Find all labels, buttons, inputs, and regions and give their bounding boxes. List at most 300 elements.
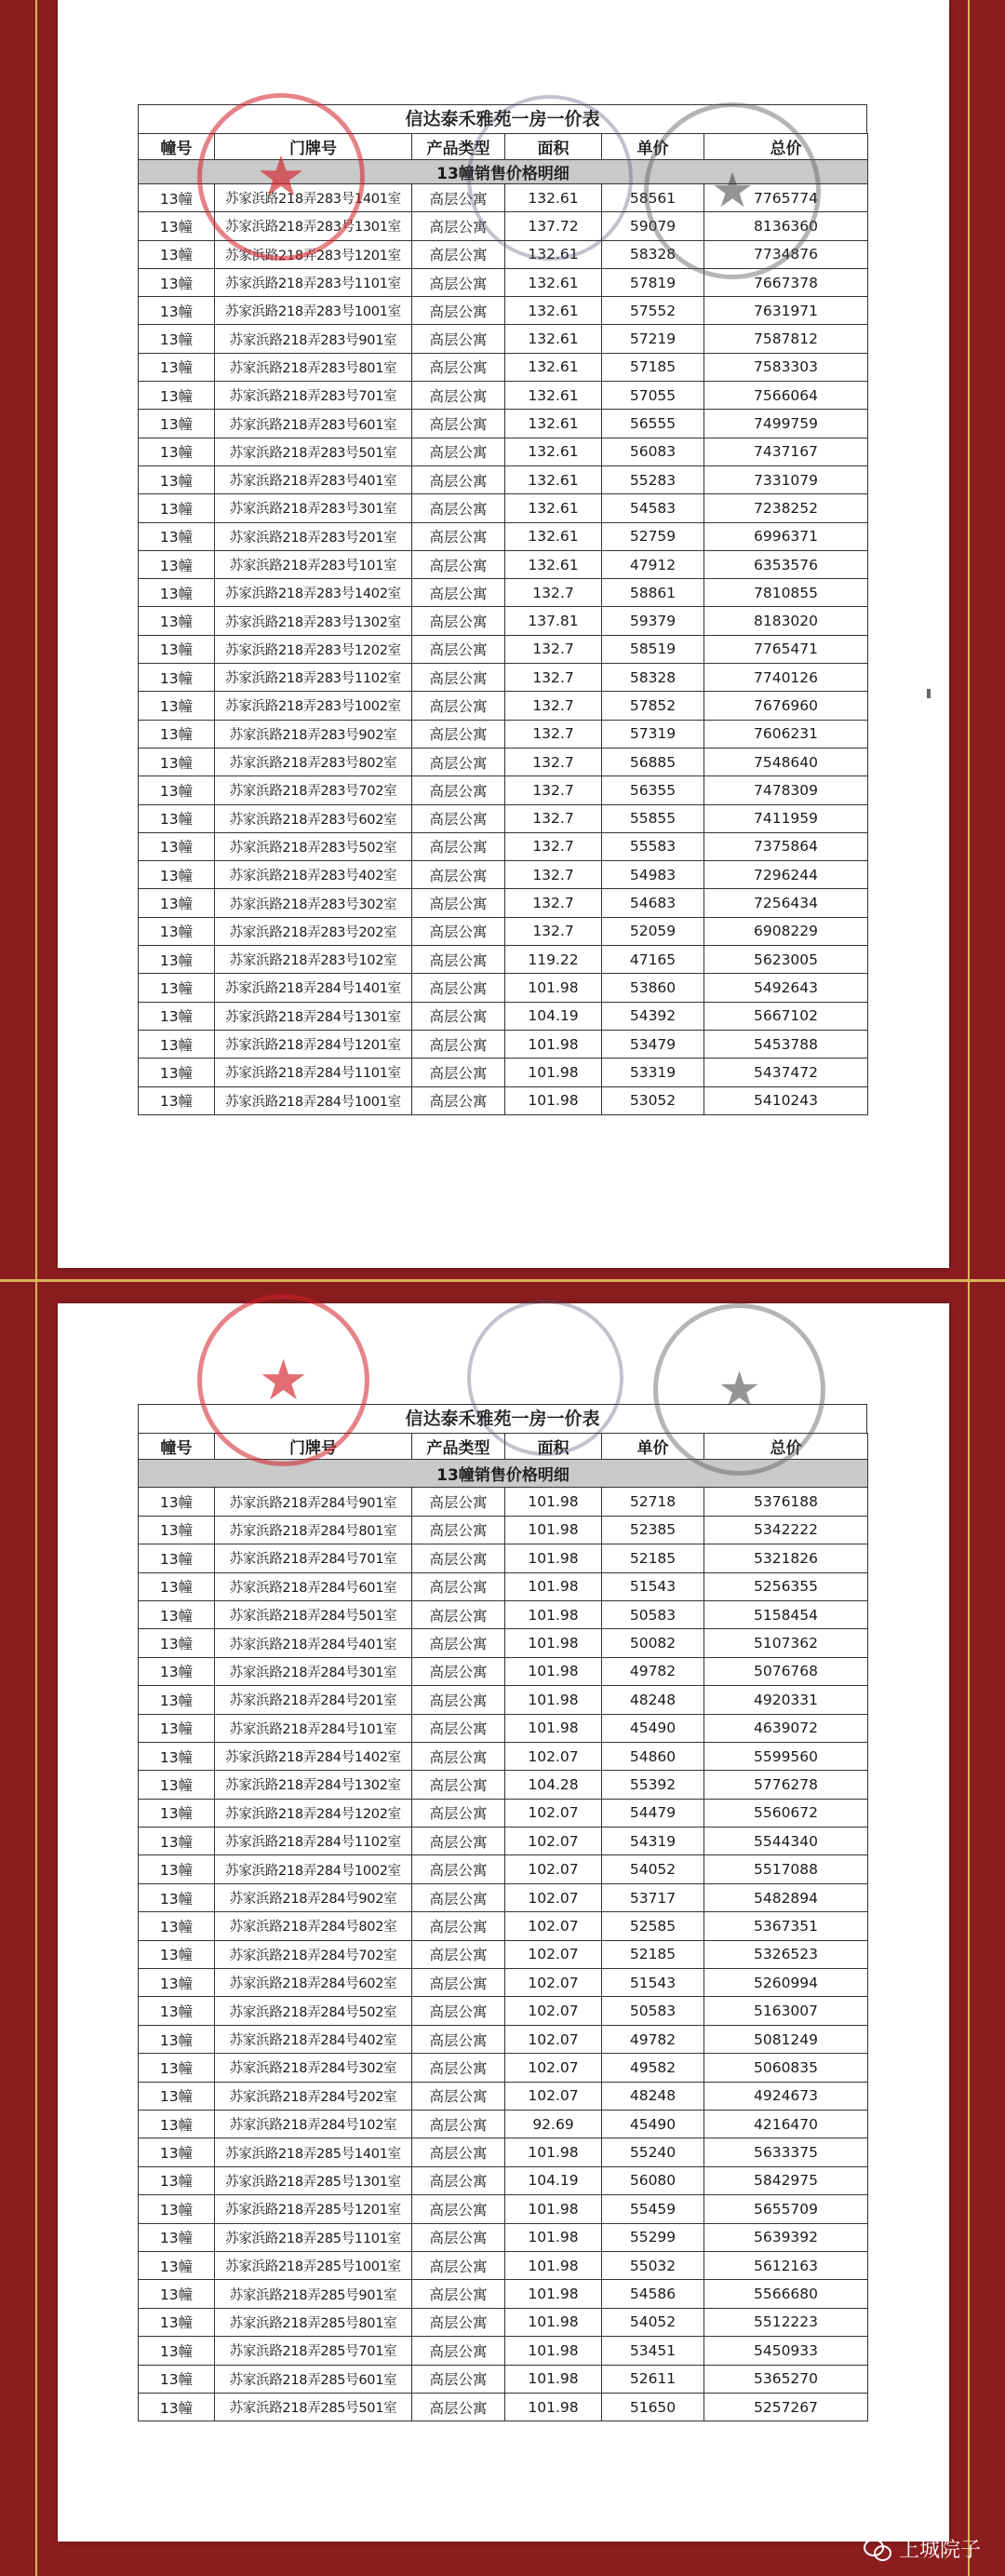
table-row [139, 1771, 868, 1799]
cell-address: 苏家浜路218弄283号901室 [215, 325, 412, 353]
cell-unit-price: 54586 [602, 2280, 704, 2308]
section-row [139, 1460, 868, 1488]
cell-building: 13幢 [139, 2251, 215, 2279]
cell-unit-price: 55392 [602, 1771, 704, 1799]
cell-address: 苏家浜路218弄285号1301室 [215, 2166, 412, 2194]
cell-area: 132.61 [505, 297, 602, 325]
cell-area: 101.98 [505, 2280, 602, 2308]
cell-area: 132.7 [505, 748, 602, 775]
table-row [139, 2337, 868, 2365]
cell-total-price: 5081249 [704, 2025, 868, 2053]
cell-unit-price: 51543 [602, 1572, 704, 1600]
cell-unit-price: 56083 [602, 438, 704, 465]
table-row [139, 2110, 868, 2138]
cell-address: 苏家浜路218弄284号602室 [215, 1969, 412, 1997]
cell-area: 132.7 [505, 579, 602, 607]
cell-address: 苏家浜路218弄285号1101室 [215, 2223, 412, 2251]
cell-type: 高层公寓 [412, 438, 505, 465]
cell-type: 高层公寓 [412, 268, 505, 296]
cell-area: 102.07 [505, 2025, 602, 2053]
section-row [139, 160, 868, 184]
cell-type: 高层公寓 [412, 2054, 505, 2082]
cell-unit-price: 49582 [602, 2054, 704, 2082]
col-header-total-price: 总价 [704, 134, 868, 160]
cell-address: 苏家浜路218弄283号602室 [215, 804, 412, 832]
cell-total-price: 5560672 [704, 1799, 868, 1827]
cell-address: 苏家浜路218弄284号1301室 [215, 1002, 412, 1030]
cell-type: 高层公寓 [412, 382, 505, 410]
cell-building: 13幢 [139, 1086, 215, 1114]
cell-area: 132.61 [505, 438, 602, 465]
cell-area: 102.07 [505, 1969, 602, 1997]
cell-building: 13幢 [139, 1969, 215, 1997]
table-row [139, 297, 868, 325]
cell-building: 13幢 [139, 664, 215, 692]
table-row [139, 465, 868, 493]
cell-total-price: 5437472 [704, 1059, 868, 1086]
table-row [139, 410, 868, 438]
cell-unit-price: 52185 [602, 1544, 704, 1572]
cell-area: 132.61 [505, 410, 602, 438]
cell-area: 101.98 [505, 1544, 602, 1572]
cell-total-price: 7583303 [704, 353, 868, 381]
cell-building: 13幢 [139, 410, 215, 438]
cell-unit-price: 55299 [602, 2223, 704, 2251]
cell-total-price: 5163007 [704, 1997, 868, 2025]
cell-area: 132.7 [505, 804, 602, 832]
cell-unit-price: 57819 [602, 268, 704, 296]
table-row [139, 692, 868, 720]
table-row [139, 2393, 868, 2421]
cell-unit-price: 54983 [602, 861, 704, 889]
cell-type: 高层公寓 [412, 2251, 505, 2279]
cell-total-price: 5453788 [704, 1030, 868, 1058]
table-row [139, 550, 868, 578]
account-watermark [864, 2534, 981, 2563]
cell-total-price: 5257267 [704, 2393, 868, 2421]
cell-unit-price: 50583 [602, 1997, 704, 2025]
cell-type: 高层公寓 [412, 1488, 505, 1516]
cell-building: 13幢 [139, 2025, 215, 2053]
cell-building: 13幢 [139, 861, 215, 889]
cell-unit-price: 55459 [602, 2195, 704, 2223]
cell-type: 高层公寓 [412, 889, 505, 917]
cell-total-price: 5450933 [704, 2337, 868, 2365]
cell-area: 101.98 [505, 1714, 602, 1742]
table-row [139, 1997, 868, 2025]
cell-address: 苏家浜路218弄284号1002室 [215, 1855, 412, 1883]
cell-area: 101.98 [505, 1488, 602, 1516]
cell-total-price: 7296244 [704, 861, 868, 889]
cell-unit-price: 56885 [602, 748, 704, 775]
cell-building: 13幢 [139, 522, 215, 550]
cell-address: 苏家浜路218弄283号1401室 [215, 184, 412, 212]
cell-area: 132.7 [505, 692, 602, 720]
cell-type: 高层公寓 [412, 1799, 505, 1827]
cell-address: 苏家浜路218弄284号501室 [215, 1600, 412, 1628]
cell-total-price: 7566064 [704, 382, 868, 410]
cell-address: 苏家浜路218弄284号1402室 [215, 1742, 412, 1770]
cell-area: 102.07 [505, 1912, 602, 1940]
cell-unit-price: 57055 [602, 382, 704, 410]
col-header-unit-price: 单价 [602, 134, 704, 160]
cell-unit-price: 54683 [602, 889, 704, 917]
cell-area: 104.19 [505, 2166, 602, 2194]
cell-address: 苏家浜路218弄284号402室 [215, 2025, 412, 2053]
col-header-area: 面积 [505, 1434, 602, 1460]
cell-building: 13幢 [139, 832, 215, 860]
cell-total-price: 5060835 [704, 2054, 868, 2082]
cell-unit-price: 45490 [602, 1714, 704, 1742]
cell-area: 101.98 [505, 1086, 602, 1114]
table-row [139, 664, 868, 692]
cell-building: 13幢 [139, 1883, 215, 1911]
cell-building: 13幢 [139, 804, 215, 832]
cell-type: 高层公寓 [412, 2138, 505, 2166]
cell-area: 102.07 [505, 1997, 602, 2025]
cell-total-price: 5776278 [704, 1771, 868, 1799]
seal-star-icon: ★ [710, 163, 755, 219]
table-row [139, 240, 868, 268]
price-table-1 [138, 133, 868, 1115]
cell-area: 102.07 [505, 1742, 602, 1770]
table-row [139, 832, 868, 860]
watermark-text: 上城院子 [898, 2539, 981, 2562]
cell-building: 13幢 [139, 1940, 215, 1968]
cell-area: 101.98 [505, 2393, 602, 2421]
table-row [139, 607, 868, 635]
cell-address: 苏家浜路218弄283号1202室 [215, 635, 412, 663]
cell-building: 13幢 [139, 1997, 215, 2025]
cell-unit-price: 59379 [602, 607, 704, 635]
cell-address: 苏家浜路218弄284号1102室 [215, 1827, 412, 1855]
cell-area: 132.61 [505, 465, 602, 493]
cell-building: 13幢 [139, 297, 215, 325]
cell-type: 高层公寓 [412, 664, 505, 692]
cell-total-price: 5365270 [704, 2365, 868, 2393]
cell-building: 13幢 [139, 2166, 215, 2194]
cell-building: 13幢 [139, 1488, 215, 1516]
cell-type: 高层公寓 [412, 1002, 505, 1030]
cell-total-price: 7676960 [704, 692, 868, 720]
cell-building: 13幢 [139, 1572, 215, 1600]
cell-building: 13幢 [139, 1799, 215, 1827]
cell-address: 苏家浜路218弄285号701室 [215, 2337, 412, 2365]
cell-building: 13幢 [139, 1516, 215, 1544]
gold-frame-line-right [968, 0, 970, 2576]
table-header-row [139, 134, 868, 160]
cell-type: 高层公寓 [412, 410, 505, 438]
cell-area: 104.19 [505, 1002, 602, 1030]
cell-area: 101.98 [505, 2308, 602, 2336]
cell-area: 101.98 [505, 2365, 602, 2393]
table-row [139, 1855, 868, 1883]
cell-type: 高层公寓 [412, 2308, 505, 2336]
cell-total-price: 5512223 [704, 2308, 868, 2336]
cell-unit-price: 52611 [602, 2365, 704, 2393]
cell-building: 13幢 [139, 184, 215, 212]
cell-unit-price: 58328 [602, 664, 704, 692]
cell-type: 高层公寓 [412, 720, 505, 748]
cell-address: 苏家浜路218弄284号1202室 [215, 1799, 412, 1827]
cell-type: 高层公寓 [412, 465, 505, 493]
cell-area: 102.07 [505, 1799, 602, 1827]
cell-building: 13幢 [139, 1855, 215, 1883]
cell-building: 13幢 [139, 1002, 215, 1030]
cell-area: 92.69 [505, 2110, 602, 2138]
cell-address: 苏家浜路218弄283号302室 [215, 889, 412, 917]
cell-unit-price: 57185 [602, 353, 704, 381]
cell-building: 13幢 [139, 2280, 215, 2308]
table-row [139, 776, 868, 804]
table-row [139, 2280, 868, 2308]
cell-total-price: 5482894 [704, 1883, 868, 1911]
cell-area: 102.07 [505, 1940, 602, 1968]
cell-area: 101.98 [505, 2251, 602, 2279]
cell-address: 苏家浜路218弄283号1002室 [215, 692, 412, 720]
cell-building: 13幢 [139, 2195, 215, 2223]
cell-total-price: 6353576 [704, 550, 868, 578]
cell-total-price: 7810855 [704, 579, 868, 607]
cell-building: 13幢 [139, 465, 215, 493]
cell-address: 苏家浜路218弄283号802室 [215, 748, 412, 775]
table-row [139, 1059, 868, 1086]
cell-building: 13幢 [139, 382, 215, 410]
cell-building: 13幢 [139, 550, 215, 578]
cell-type: 高层公寓 [412, 2110, 505, 2138]
cell-total-price: 5599560 [704, 1742, 868, 1770]
table-row [139, 522, 868, 550]
cell-address: 苏家浜路218弄284号101室 [215, 1714, 412, 1742]
cell-building: 13幢 [139, 2223, 215, 2251]
table-header-row [139, 1434, 868, 1460]
cell-address: 苏家浜路218弄283号202室 [215, 917, 412, 945]
cell-unit-price: 50082 [602, 1629, 704, 1657]
cell-building: 13幢 [139, 635, 215, 663]
table-row [139, 1516, 868, 1544]
cell-building: 13幢 [139, 240, 215, 268]
cell-address: 苏家浜路218弄283号1102室 [215, 664, 412, 692]
cell-address: 苏家浜路218弄285号601室 [215, 2365, 412, 2393]
cell-building: 13幢 [139, 776, 215, 804]
cell-area: 132.61 [505, 184, 602, 212]
price-table-2 [138, 1433, 868, 2421]
cell-area: 132.61 [505, 494, 602, 522]
cell-type: 高层公寓 [412, 804, 505, 832]
cell-unit-price: 52585 [602, 1912, 704, 1940]
cell-building: 13幢 [139, 1827, 215, 1855]
cell-type: 高层公寓 [412, 1969, 505, 1997]
gold-frame-line-left [35, 0, 37, 2576]
cell-address: 苏家浜路218弄283号902室 [215, 720, 412, 748]
cell-type: 高层公寓 [412, 1771, 505, 1799]
cell-building: 13幢 [139, 325, 215, 353]
table-row [139, 325, 868, 353]
table-row [139, 1572, 868, 1600]
cell-type: 高层公寓 [412, 1855, 505, 1883]
cell-unit-price: 54052 [602, 1855, 704, 1883]
cell-address: 苏家浜路218弄283号1301室 [215, 212, 412, 240]
cell-total-price: 7734876 [704, 240, 868, 268]
cell-unit-price: 54860 [602, 1742, 704, 1770]
cell-total-price: 5410243 [704, 1086, 868, 1114]
table-row [139, 1969, 868, 1997]
cell-type: 高层公寓 [412, 550, 505, 578]
cell-type: 高层公寓 [412, 353, 505, 381]
table-row [139, 1940, 868, 1968]
cell-total-price: 5566680 [704, 2280, 868, 2308]
cell-area: 132.61 [505, 382, 602, 410]
cell-unit-price: 55855 [602, 804, 704, 832]
cell-address: 苏家浜路218弄284号601室 [215, 1572, 412, 1600]
cell-area: 132.61 [505, 522, 602, 550]
cell-unit-price: 52759 [602, 522, 704, 550]
cell-address: 苏家浜路218弄284号1001室 [215, 1086, 412, 1114]
table-row [139, 1686, 868, 1714]
cell-building: 13幢 [139, 607, 215, 635]
cell-address: 苏家浜路218弄283号1302室 [215, 607, 412, 635]
table-row [139, 1629, 868, 1657]
table-row [139, 1827, 868, 1855]
cell-type: 高层公寓 [412, 861, 505, 889]
cell-type: 高层公寓 [412, 297, 505, 325]
cell-address: 苏家浜路218弄284号202室 [215, 2082, 412, 2110]
table-row [139, 1600, 868, 1628]
cell-address: 苏家浜路218弄283号601室 [215, 410, 412, 438]
cell-building: 13幢 [139, 2138, 215, 2166]
table-row [139, 382, 868, 410]
cell-total-price: 8183020 [704, 607, 868, 635]
cell-area: 132.7 [505, 776, 602, 804]
cell-type: 高层公寓 [412, 1742, 505, 1770]
cell-address: 苏家浜路218弄284号502室 [215, 1997, 412, 2025]
table-row [139, 720, 868, 748]
cell-building: 13幢 [139, 579, 215, 607]
cell-type: 高层公寓 [412, 2025, 505, 2053]
cell-area: 102.07 [505, 2082, 602, 2110]
cell-address: 苏家浜路218弄283号102室 [215, 946, 412, 974]
table-row [139, 2166, 868, 2194]
cell-unit-price: 54392 [602, 1002, 704, 1030]
cell-type: 高层公寓 [412, 579, 505, 607]
cell-unit-price: 56355 [602, 776, 704, 804]
cell-area: 132.7 [505, 917, 602, 945]
cell-total-price: 7437167 [704, 438, 868, 465]
cell-building: 13幢 [139, 2082, 215, 2110]
cell-address: 苏家浜路218弄283号801室 [215, 353, 412, 381]
cell-area: 132.61 [505, 550, 602, 578]
cell-total-price: 5623005 [704, 946, 868, 974]
gold-frame-line-middle [0, 1279, 1005, 1282]
cell-building: 13幢 [139, 1714, 215, 1742]
cell-unit-price: 55283 [602, 465, 704, 493]
cell-total-price: 4920331 [704, 1686, 868, 1714]
cell-address: 苏家浜路218弄283号301室 [215, 494, 412, 522]
col-header-building: 幢号 [139, 134, 215, 160]
cell-building: 13幢 [139, 1629, 215, 1657]
cell-type: 高层公寓 [412, 692, 505, 720]
section-title: 13幢销售价格明细 [139, 160, 868, 184]
table-row [139, 1714, 868, 1742]
col-header-type: 产品类型 [412, 1434, 505, 1460]
table-row [139, 1002, 868, 1030]
cell-type: 高层公寓 [412, 1629, 505, 1657]
col-header-address: 门牌号 [215, 1434, 412, 1460]
cell-unit-price: 58328 [602, 240, 704, 268]
cell-total-price: 7256434 [704, 889, 868, 917]
cell-address: 苏家浜路218弄284号801室 [215, 1516, 412, 1544]
cell-type: 高层公寓 [412, 2393, 505, 2421]
cell-type: 高层公寓 [412, 2195, 505, 2223]
cell-type: 高层公寓 [412, 635, 505, 663]
cell-total-price: 7375864 [704, 832, 868, 860]
table-row [139, 861, 868, 889]
price-sheet-page-1 [58, 0, 949, 1268]
cell-address: 苏家浜路218弄284号1201室 [215, 1030, 412, 1058]
cell-type: 高层公寓 [412, 946, 505, 974]
cell-type: 高层公寓 [412, 1059, 505, 1086]
cell-area: 132.7 [505, 720, 602, 748]
cell-area: 132.61 [505, 240, 602, 268]
cell-address: 苏家浜路218弄283号1402室 [215, 579, 412, 607]
table-row [139, 974, 868, 1002]
cell-area: 102.07 [505, 2054, 602, 2082]
cell-building: 13幢 [139, 748, 215, 775]
cell-type: 高层公寓 [412, 2082, 505, 2110]
cell-total-price: 5517088 [704, 1855, 868, 1883]
cell-area: 132.61 [505, 268, 602, 296]
cell-address: 苏家浜路218弄285号901室 [215, 2280, 412, 2308]
wechat-icon [864, 2537, 891, 2561]
cell-building: 13幢 [139, 1686, 215, 1714]
cell-address: 苏家浜路218弄284号102室 [215, 2110, 412, 2138]
cell-type: 高层公寓 [412, 1883, 505, 1911]
cell-total-price: 5256355 [704, 1572, 868, 1600]
cell-total-price: 5076768 [704, 1657, 868, 1685]
cell-total-price: 5326523 [704, 1940, 868, 1968]
cell-address: 苏家浜路218弄283号502室 [215, 832, 412, 860]
table-row [139, 2195, 868, 2223]
cell-total-price: 4924673 [704, 2082, 868, 2110]
cell-total-price: 5158454 [704, 1600, 868, 1628]
cell-unit-price: 53479 [602, 1030, 704, 1058]
cell-total-price: 5492643 [704, 974, 868, 1002]
cell-type: 高层公寓 [412, 2337, 505, 2365]
cell-area: 101.98 [505, 2138, 602, 2166]
table-row [139, 494, 868, 522]
cell-unit-price: 48248 [602, 1686, 704, 1714]
cell-building: 13幢 [139, 692, 215, 720]
cell-total-price: 7548640 [704, 748, 868, 775]
table-row [139, 2223, 868, 2251]
cell-address: 苏家浜路218弄283号1201室 [215, 240, 412, 268]
table-row [139, 2365, 868, 2393]
cell-unit-price: 57552 [602, 297, 704, 325]
cell-unit-price: 58861 [602, 579, 704, 607]
cell-unit-price: 52185 [602, 1940, 704, 1968]
table-row [139, 438, 868, 465]
cell-total-price: 5544340 [704, 1827, 868, 1855]
cell-unit-price: 53451 [602, 2337, 704, 2365]
cell-building: 13幢 [139, 720, 215, 748]
cell-type: 高层公寓 [412, 2223, 505, 2251]
cell-address: 苏家浜路218弄284号1302室 [215, 1771, 412, 1799]
cell-unit-price: 54583 [602, 494, 704, 522]
cell-type: 高层公寓 [412, 1997, 505, 2025]
cell-unit-price: 53319 [602, 1059, 704, 1086]
col-header-address: 门牌号 [215, 134, 412, 160]
cell-total-price: 7740126 [704, 664, 868, 692]
